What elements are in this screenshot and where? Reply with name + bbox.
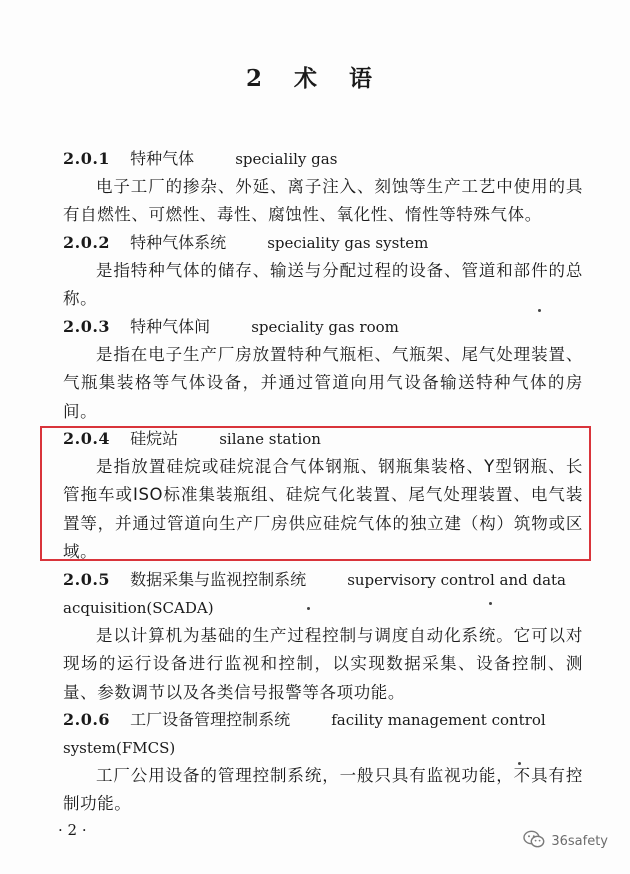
term-heading [63, 706, 583, 762]
term-heading [63, 566, 583, 622]
term-entry [63, 313, 583, 426]
term-number: 2.0.6 [63, 710, 111, 729]
term-entry [63, 145, 583, 230]
watermark-text: 36safety [551, 833, 608, 849]
term-heading [63, 313, 583, 341]
term-english: speciality gas system [267, 234, 429, 252]
term-chinese: 特种气体间 [130, 317, 211, 336]
term-number: 2.0.4 [63, 429, 111, 448]
highlight-box [40, 426, 591, 561]
scan-speck [307, 607, 310, 610]
term-chinese: 硅烷站 [130, 429, 179, 448]
term-definition: 是指在电子生产厂房放置特种气瓶柜、气瓶架、尾气处理装置、气瓶集装格等气体设备，并通过管道向用气设备输送特种气体的房间。 [63, 345, 583, 421]
term-chinese: 特种气体 [130, 149, 195, 168]
term-english: specialily gas [235, 150, 338, 168]
term-entry [63, 706, 583, 819]
term-chinese: 数据采集与监视控制系统 [130, 570, 307, 589]
wechat-icon [523, 830, 545, 852]
term-definition: 是以计算机为基础的生产过程控制与调度自动化系统。它可以对现场的运行设备进行监视和控制，以实现数据采集、设备控制、测量、参数调节以及各类信号报警等各项功能。 [63, 626, 583, 702]
term-english: facility management control system(FMCS) [63, 711, 546, 757]
term-definition: 工厂公用设备的管理控制系统，一般只具有监视功能，不具有控制功能。 [63, 766, 583, 814]
term-english: supervisory control and data acquisition(SCADA) [63, 571, 566, 617]
term-heading [63, 229, 583, 257]
page-number: · 2 · [58, 821, 87, 839]
term-definition: 是指特种气体的储存、输送与分配过程的设备、管道和部件的总称。 [63, 261, 583, 309]
term-definition: 是指放置硅烷或硅烷混合气体钢瓶、钢瓶集装格、Y型钢瓶、长管拖车或ISO标准集装瓶组、硅烷气化装置、尾气处理装置、电气装置等，并通过管道向生产厂房供应硅烷气体的独立建（构）筑物或区域。 [63, 457, 583, 561]
term-definition: 电子工厂的掺杂、外延、离子注入、刻蚀等生产工艺中使用的具有自燃性、可燃性、毒性、腐蚀性、氧化性、惰性等特殊气体。 [63, 177, 583, 225]
term-heading [63, 145, 583, 173]
term-english: speciality gas room [251, 318, 399, 336]
term-entry [63, 566, 583, 707]
scan-speck [538, 309, 541, 312]
chapter-title: 2 术 语 [245, 65, 385, 92]
watermark [523, 830, 608, 852]
term-number: 2.0.5 [63, 570, 111, 589]
term-chinese: 工厂设备管理控制系统 [130, 710, 291, 729]
term-entry [63, 229, 583, 314]
term-number: 2.0.3 [63, 317, 111, 336]
term-english: silane station [219, 430, 321, 448]
scan-speck [518, 762, 521, 765]
term-chinese: 特种气体系统 [130, 233, 227, 252]
term-number: 2.0.2 [63, 233, 111, 252]
scan-speck [489, 602, 492, 605]
term-number: 2.0.1 [63, 149, 111, 168]
